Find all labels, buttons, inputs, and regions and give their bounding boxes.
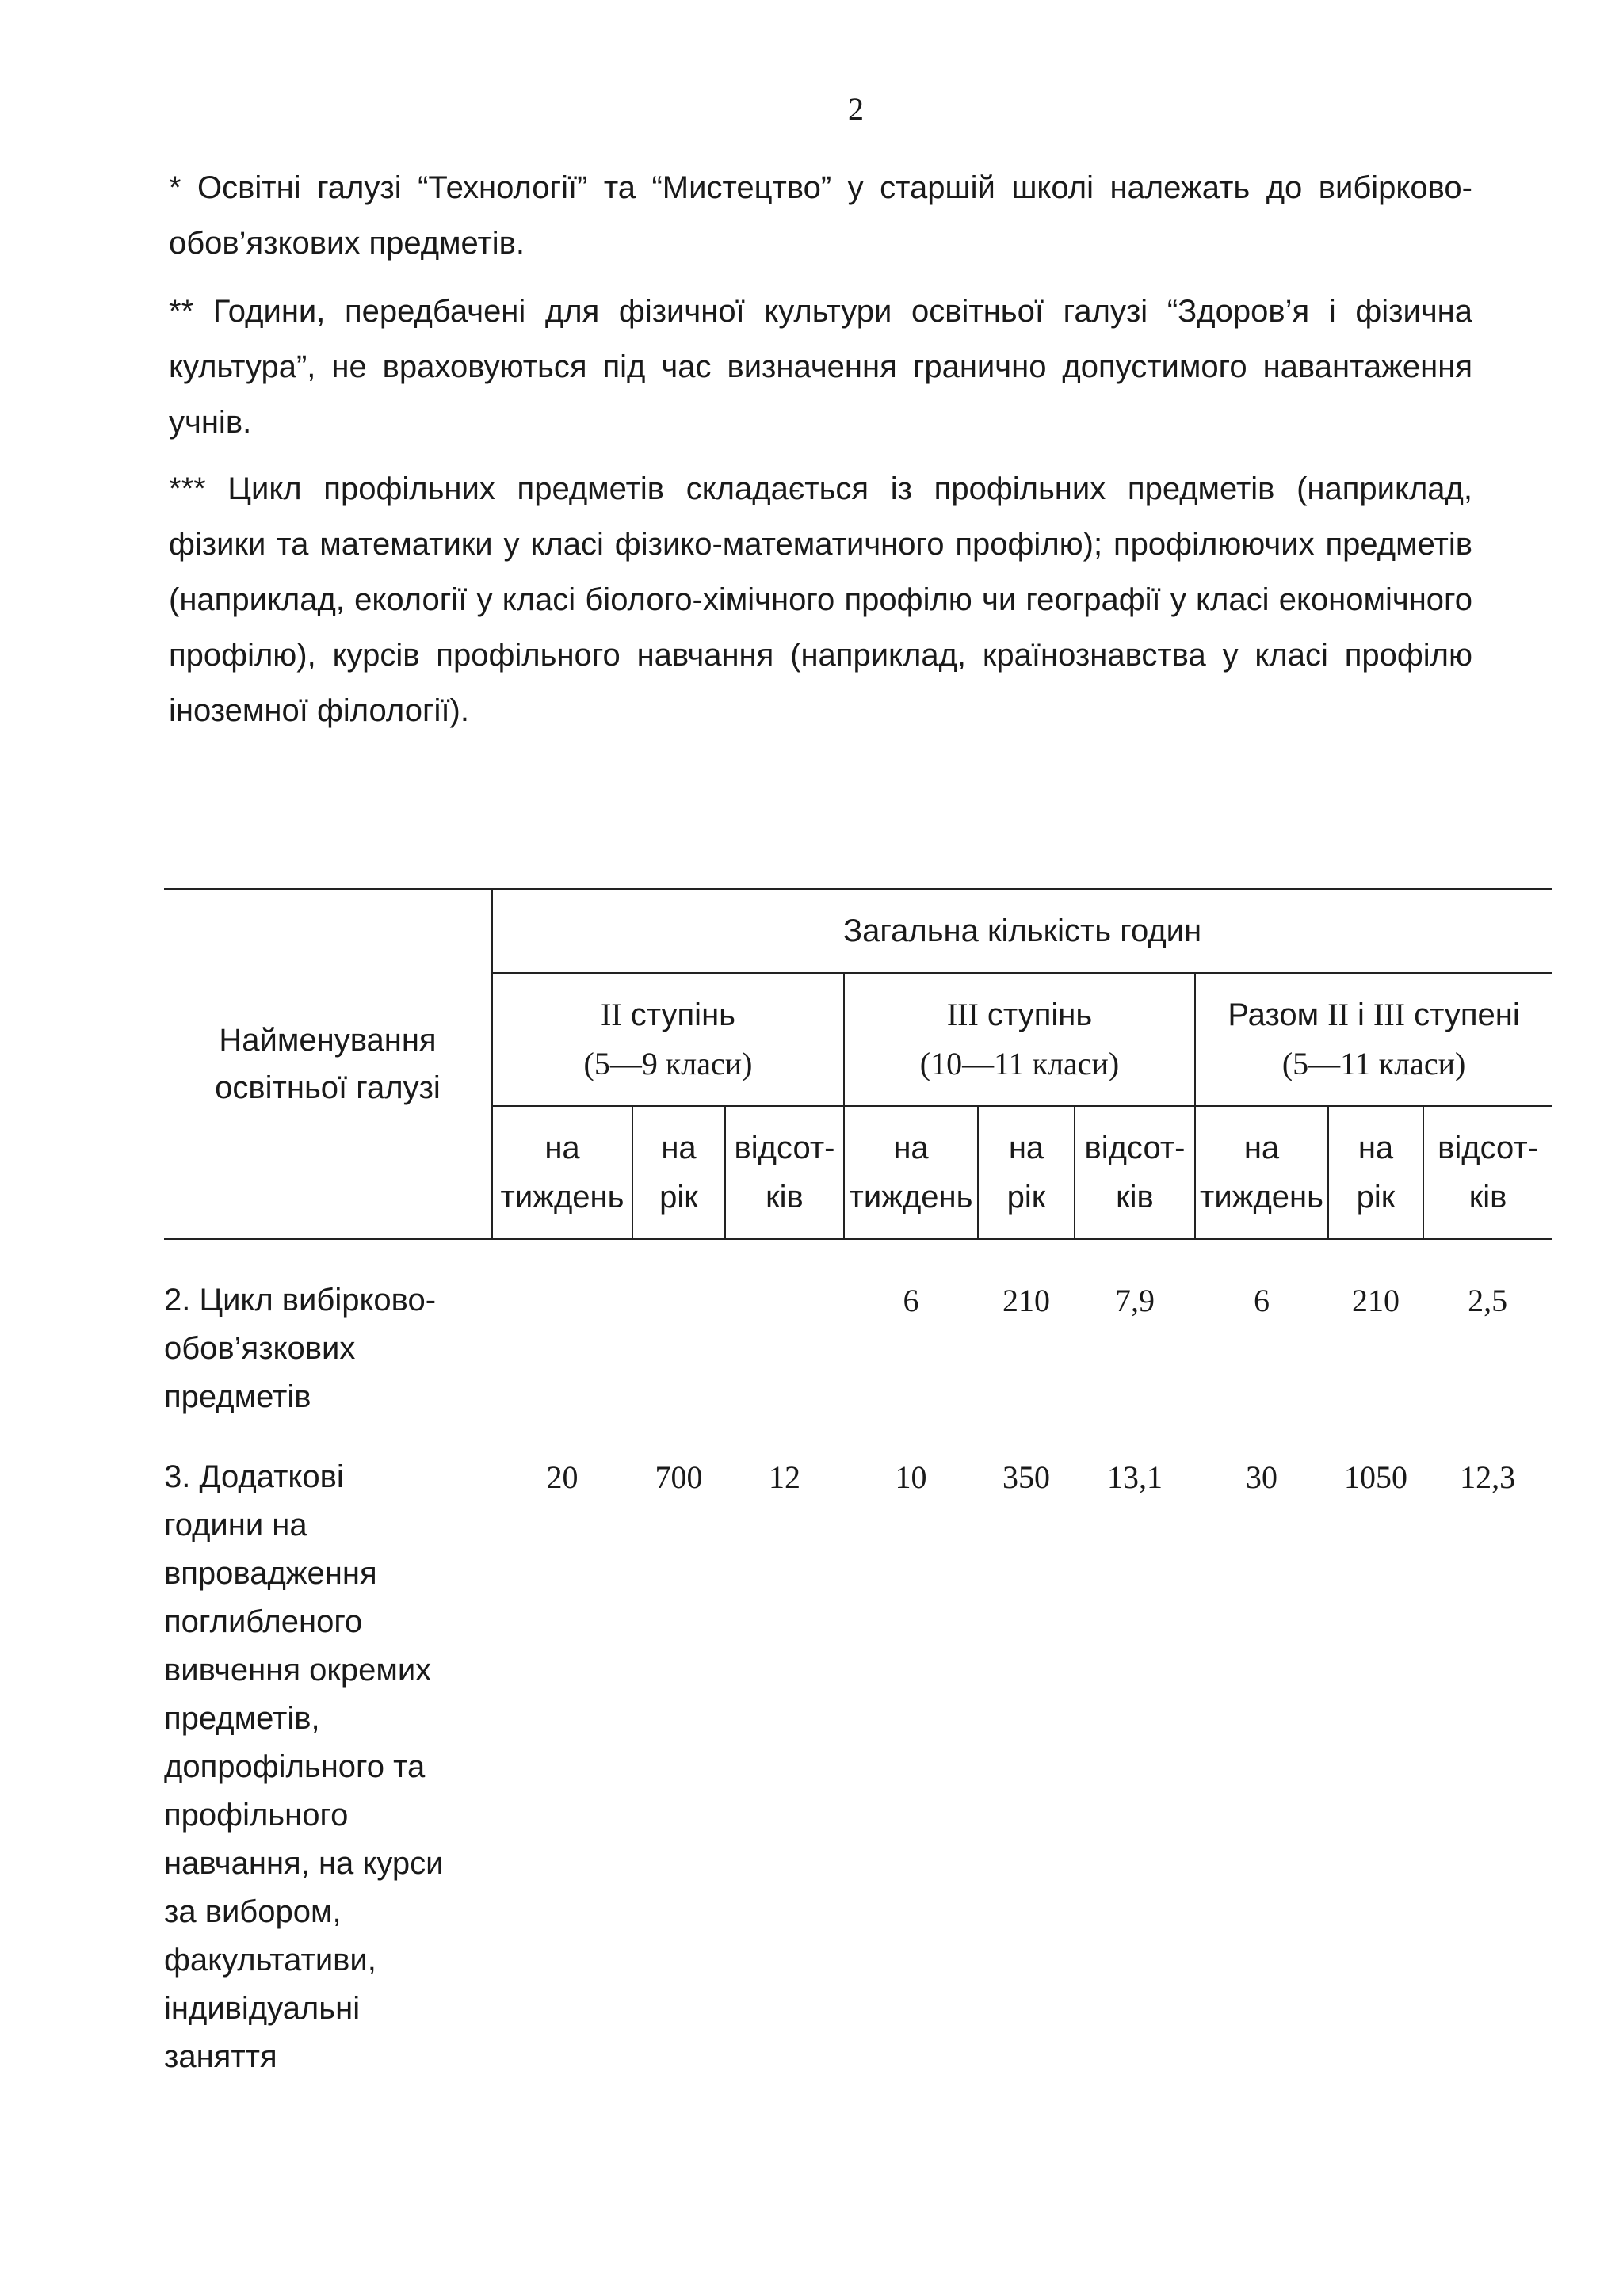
subheader-per-year: на рік [1328,1106,1423,1239]
page-number: 2 [848,91,864,127]
stage-3-range: (10—11 класи) [919,1046,1120,1081]
subheader-per-week: на тиждень [1195,1106,1328,1239]
total-stages-range: (5—11 класи) [1281,1046,1466,1081]
cell-stage3-percent: 13,1 [1107,1459,1163,1495]
subheader-per-year: на рік [978,1106,1075,1239]
cell-stage2-week [492,1239,632,1421]
footnote-technology-art: * Освітні галузі “Технології” та “Мистецтво” у старшій школі належать до вибірково-обов’язкових предметів. [169,170,1472,261]
subheader-per-week: на тиждень [492,1106,632,1239]
cell-stage2-percent: 12 [769,1459,800,1495]
stage-2-roman: ІІ [600,997,622,1032]
cell-total-percent: 2,5 [1468,1283,1508,1318]
total-stages-roman-a: ІІ [1327,997,1349,1032]
column-group-stage-2 [492,973,844,1106]
stage-3-label: ступінь [987,997,1093,1032]
subheader-percent: відсот- ків [1423,1106,1552,1239]
cell-stage3-week: 10 [895,1459,927,1495]
row-name-elective-cycle: 2. Цикл вибірково- обов’язкових предметів [164,1283,437,1414]
cell-stage3-year: 210 [1002,1283,1050,1318]
cell-total-year: 210 [1352,1283,1400,1318]
cell-total-week: 6 [1254,1283,1270,1318]
total-stages-roman-b: ІІІ [1373,997,1405,1032]
table-row [164,1421,1552,2081]
total-stages-conj: і [1358,997,1365,1032]
row-name-additional-hours: 3. Додаткові години на впровадження поглибленого вивчення окремих предметів, допрофільного та профільного навчання, на курси за вибором, факультативи, індивідуальні заняття [164,1459,444,2074]
stage-2-label: ступінь [630,997,735,1032]
column-group-stage-3 [844,973,1195,1106]
column-header-subject-area [164,889,492,1239]
total-stages-label: ступені [1414,997,1520,1032]
subheader-percent: відсот- ків [1075,1106,1195,1239]
footnote-physical-education: ** Години, передбачені для фізичної культури освітньої галузі “Здоров’я і фізична культура”, не враховуються під час визначення гранично допустимого навантаження учнів. [169,294,1472,440]
total-stages-prefix: Разом [1228,997,1319,1032]
hours-table [164,888,1552,2081]
cell-stage3-percent: 7,9 [1115,1283,1155,1318]
cell-stage2-week: 20 [546,1459,579,1495]
subject-area-header-line1: Найменування [219,1023,437,1058]
stage-3-roman: ІІІ [946,997,979,1032]
subheader-per-year: на рік [632,1106,725,1239]
cell-stage3-week: 6 [903,1283,919,1318]
table-row [164,1239,1552,1421]
hours-table-container [164,888,1552,2081]
footnote-profile-subjects: *** Цикл профільних предметів складається із профільних предметів (наприклад, фізики та математики у класі фізико-математичного профілю); профілюючих предметів (наприклад, екології у класі біолого-хімічного профілю чи географії у класі економічного профілю), курсів профільного навчання (наприклад, країнознавства у класі профілю іноземної філології). [169,471,1472,728]
column-header-total-hours: Загальна кількість годин [492,889,1552,973]
cell-total-week: 30 [1246,1459,1277,1495]
stage-2-range: (5—9 класи) [583,1046,753,1081]
cell-total-percent: 12,3 [1460,1459,1516,1495]
cell-stage2-year [632,1239,725,1421]
subheader-percent: відсот- ків [725,1106,844,1239]
cell-total-year: 1050 [1344,1459,1407,1495]
subject-area-header-line2: освітньої галузі [215,1070,441,1105]
cell-stage3-year: 350 [1002,1459,1050,1495]
cell-stage2-year: 700 [655,1459,703,1495]
column-group-total-stages [1195,973,1552,1106]
cell-stage2-percent [725,1239,844,1421]
subheader-per-week: на тиждень [844,1106,978,1239]
